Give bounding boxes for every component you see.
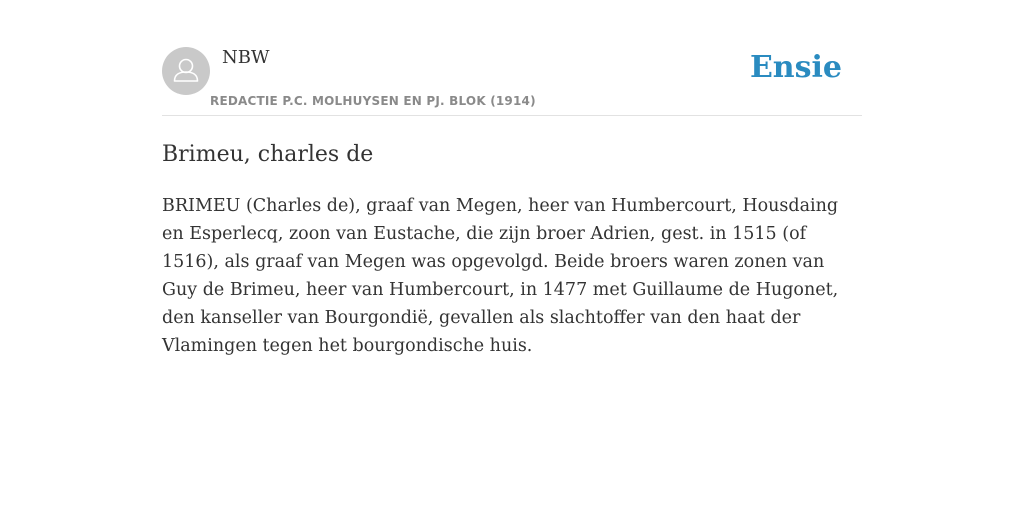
article-card	[162, 0, 862, 356]
user-avatar-icon[interactable]	[162, 47, 210, 95]
brand-logo[interactable]: Ensie	[749, 50, 842, 85]
source-name[interactable]: NBW	[222, 47, 270, 68]
source-credit: REDACTIE P.C. MOLHUYSEN EN PJ. BLOK (1914)	[210, 94, 536, 108]
article-body: BRIMEU (Charles de), graaf van Megen, heer van Humbercourt, Housdaing en Esperlecq, zoon van Eustache, die zijn broer Adrien, gest. in 1515 (of 1516), als graaf van Megen was opgevolgd. Beide broers waren zonen van Guy de Brimeu, heer van Humbercourt, in 1477 met Guillaume de Hugonet, den kanseller van Bourgondië, gevallen als slachtoffer van den haat der Vlamingen tegen het bourgondische huis.	[162, 196, 839, 356]
article-title: Brimeu, charles de	[162, 142, 374, 167]
article-header	[162, 0, 862, 116]
